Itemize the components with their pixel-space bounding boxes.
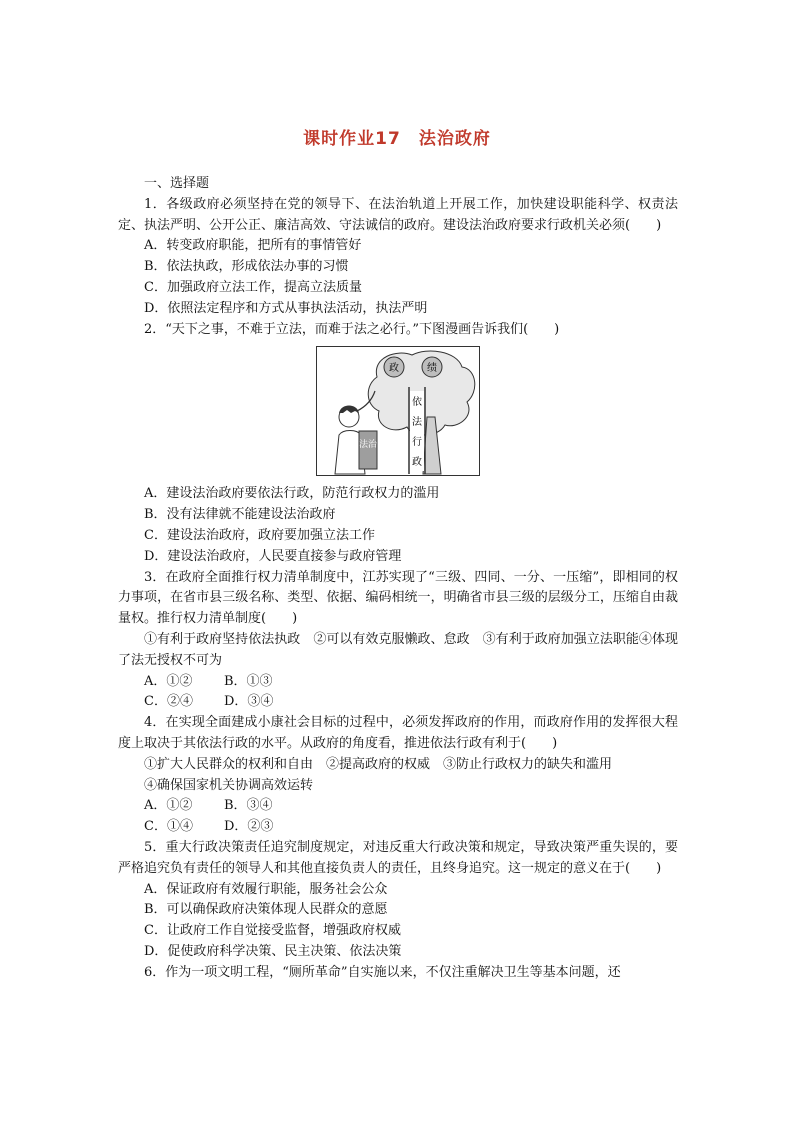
question-4-options-row-1 [118, 796, 678, 817]
question-2-option-a: A．建设法治政府要依法行政，防范行政权力的滥用 [144, 486, 440, 502]
question-1-stem: 1．各级政府必须坚持在党的领导下、在法治轨道上开展工作，加快建设职能科学、权责法定、执法严明、公开公正、廉洁高效、守法诚信的政府。建设法治政府要求行政机关必须( ) [118, 196, 678, 233]
question-4-option-c: C．①④ [144, 819, 193, 835]
question-4-items-line-2: ④确保国家机关协调高效运转 [144, 777, 314, 793]
cartoon-illustration [316, 346, 480, 476]
question-4-stem: 4．在实现全面建成小康社会目标的过程中，必须发挥政府的作用，而政府作用的发挥很大程度上取决于其依法行政的水平。从政府的角度看，推进依法行政有利于( ) [118, 715, 678, 751]
book-label: 法治 [358, 440, 378, 451]
question-4-option-b: B．③④ [224, 798, 273, 814]
page-title: 课时作业17 法治政府 [303, 129, 491, 149]
question-2-option-c: C．建设法治政府，政府要加强立法工作 [144, 527, 375, 543]
question-5-option-a: A．保证政府有效履行职能，服务社会公众 [144, 881, 388, 897]
question-2-stem: 2．“天下之事，不难于立法，而难于法之必行。”下图漫画告诉我们( ) [144, 321, 560, 337]
question-1-option-d: D．依照法定程序和方式从事执法活动，执法严明 [144, 300, 428, 316]
cartoon-drawing [317, 347, 479, 475]
question-3-options-row-2 [118, 692, 678, 713]
question-4-items-line-1: ①扩大人民群众的权利和自由 ②提高政府的权威 ③防止行政权力的缺失和滥用 [144, 756, 613, 772]
question-6-stem: 6．作为一项文明工程，“厕所革命”自实施以来，不仅注重解决卫生等基本问题，还 [144, 964, 621, 980]
question-3-option-b: B．①③ [224, 673, 273, 689]
question-5-option-c: C．让政府工作自觉接受监督，增强政府权威 [144, 923, 401, 939]
fruit-label-1: 政 [389, 363, 399, 375]
question-2-option-d: D．建设法治政府，人民要直接参与政府管理 [144, 548, 402, 564]
question-3-option-a: A．①② [144, 673, 193, 689]
question-3-options-row-1 [118, 672, 678, 693]
ladder-char-2: 法 [412, 417, 422, 429]
question-5-stem: 5．重大行政决策责任追究制度规定，对违反重大行政决策和规定，导致决策严重失误的，要严格追究负有责任的领导人和其他直接负责人的责任，且终身追究。这一规定的意义在于( ) [118, 839, 678, 876]
question-1-option-a: A．转变政府职能，把所有的事情管好 [144, 238, 362, 254]
question-3-option-c: C．②④ [144, 694, 193, 710]
book-shape [359, 431, 377, 469]
question-2-option-b: B．没有法律就不能建设法治政府 [144, 507, 336, 523]
ladder-char-4: 政 [412, 457, 422, 469]
section-heading: 一、选择题 [144, 176, 210, 191]
ladder-char-3: 行 [412, 437, 422, 449]
question-5-option-b: B．可以确保政府决策体现人民群众的意愿 [144, 902, 388, 918]
question-3-stem: 3．在政府全面推行权力清单制度中，江苏实现了“三级、四同、一分、一压缩”，即相同的权力事项，在省市县三级名称、类型、依据、编码相统一，明确省市县三级的层级分工，压缩自由裁量权。推行权力清单制度( ) [118, 569, 678, 627]
fruit-label-2: 绩 [427, 363, 437, 375]
question-4-option-a: A．①② [144, 798, 193, 814]
question-3-items: ①有利于政府坚持依法执政 ②可以有效克服懒政、怠政 ③有利于政府加强立法职能④体现了法无授权不可为 [118, 631, 678, 668]
question-4-options-row-2 [118, 817, 678, 838]
question-1-option-b: B．依法执政，形成依法办事的习惯 [144, 259, 349, 275]
question-4-option-d: D．②③ [224, 819, 274, 835]
question-3-option-d: D．③④ [224, 694, 274, 710]
question-5-option-d: D．促使政府科学决策、民主决策、依法决策 [144, 943, 402, 959]
document-body [118, 174, 678, 984]
question-1-option-c: C．加强政府立法工作，提高立法质量 [144, 279, 362, 295]
ladder-char-1: 依 [412, 397, 422, 409]
